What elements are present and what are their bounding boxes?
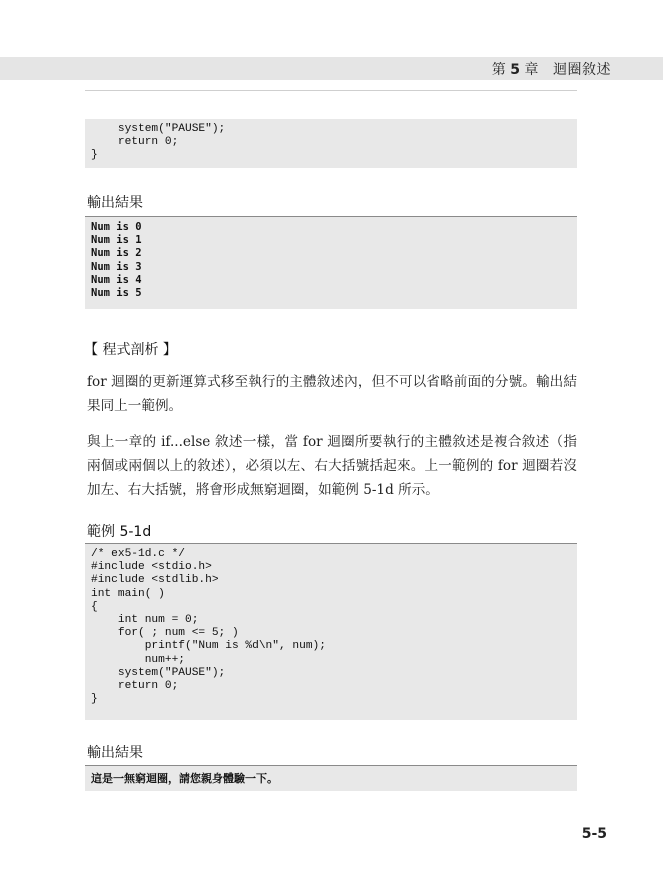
code-line: #include <stdlib.h> bbox=[91, 574, 219, 587]
output-block-1 bbox=[85, 216, 577, 309]
output-label-2: 輸出結果 bbox=[87, 745, 143, 761]
page-number: 5-5 bbox=[581, 826, 607, 842]
code-line: for( ; num <= 5; ) bbox=[91, 627, 239, 640]
code-line: #include <stdio.h> bbox=[91, 561, 212, 574]
output-line: Num is 5 bbox=[91, 287, 142, 300]
output-label-1: 輸出結果 bbox=[87, 195, 143, 211]
code-line: return 0; bbox=[91, 680, 179, 693]
code-block-top bbox=[85, 119, 577, 168]
code-line: num++; bbox=[91, 653, 185, 666]
code-line: } bbox=[91, 693, 98, 706]
code-line: system("PAUSE"); bbox=[91, 123, 226, 135]
code-line: { bbox=[91, 600, 98, 613]
chapter-header bbox=[492, 59, 611, 79]
code-line: return 0; bbox=[91, 136, 179, 149]
analysis-heading: 【 程式剖析 】 bbox=[84, 342, 177, 358]
chapter-number: 5 bbox=[510, 62, 521, 78]
code-line: } bbox=[91, 149, 98, 162]
chapter-suffix: 章 bbox=[524, 62, 539, 78]
example-label: 範例 5-1d bbox=[87, 524, 152, 540]
chapter-title: 迴圈敘述 bbox=[553, 62, 611, 78]
code-line: system("PAUSE"); bbox=[91, 666, 226, 679]
output-line: Num is 0 bbox=[91, 221, 142, 233]
output-line: Num is 4 bbox=[91, 273, 142, 286]
header-divider bbox=[85, 90, 577, 91]
output-line: Num is 2 bbox=[91, 247, 142, 260]
code-line: int main( ) bbox=[91, 587, 165, 600]
code-line: int num = 0; bbox=[91, 614, 199, 627]
code-line: printf("Num is %d\n", num); bbox=[91, 640, 326, 653]
chapter-prefix: 第 bbox=[491, 62, 507, 78]
paragraph-1: for 迴圈的更新運算式移至執行的主體敘述內，但不可以省略前面的分號。輸出結果同上一範例。 bbox=[87, 374, 577, 414]
output-block-2: 這是一無窮迴圈，請您親身體驗一下。 bbox=[85, 765, 577, 791]
output-line: Num is 3 bbox=[91, 260, 142, 273]
code-block-example bbox=[85, 543, 577, 720]
code-line: /* ex5-1d.c */ bbox=[91, 548, 185, 560]
output-line: Num is 1 bbox=[91, 234, 142, 247]
paragraph-2: 與上一章的 if...else 敘述一樣，當 for 迴圈所要執行的主體敘述是複合敘述（指兩個或兩個以上的敘述），必須以左、右大括號括起來。上一範例的 for 迴圈若沒加左、右大括號，將會形成無窮迴圈，如範例 5-1d 所示。 bbox=[87, 434, 577, 498]
